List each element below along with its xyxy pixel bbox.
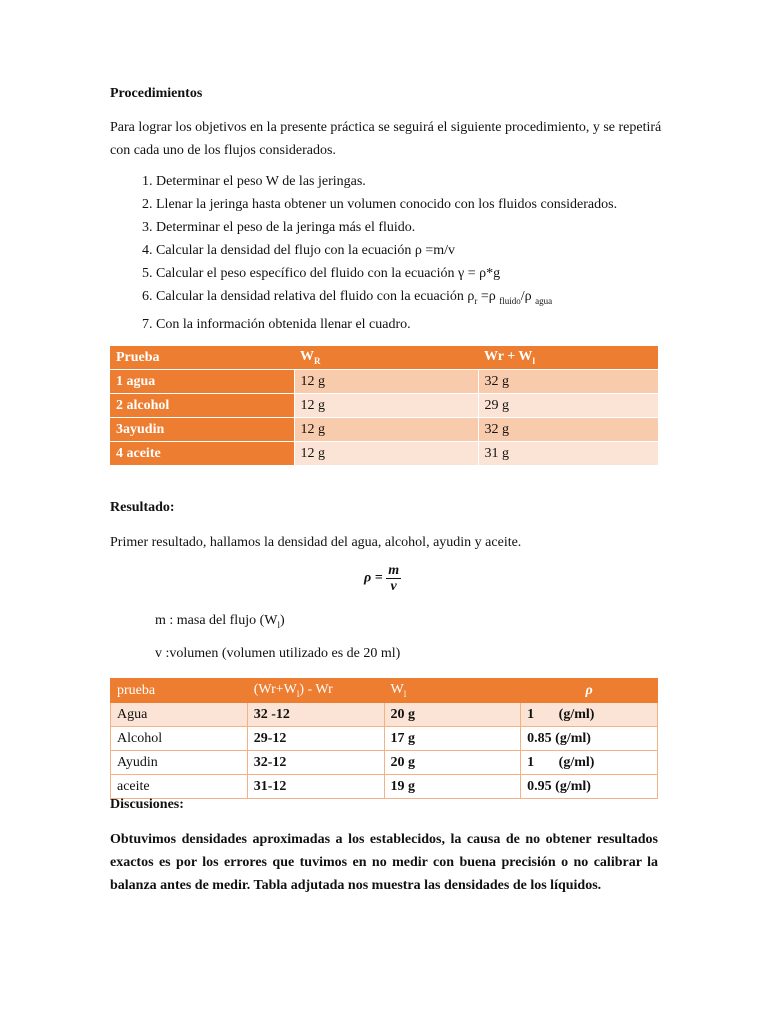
resultado-line: Primer resultado, hallamos la densidad del agua, alcohol, ayudin y aceite. [110, 535, 522, 550]
header-prueba: Prueba [110, 346, 294, 370]
intro-line-2: con cada uno de los flujos considerados. [110, 143, 336, 158]
table-row: aceite 31-12 19 g 0.95 (g/ml) [111, 775, 658, 799]
table-row: 4 aceite 12 g 31 g [110, 442, 658, 466]
step-item: 6. Calcular la densidad relativa del fluido con la ecuación $\rho_r =\rho$ $_{fluido}$/ρ $_{agua}$ [156, 285, 716, 313]
table-header-row [110, 346, 658, 370]
header-rho: ρ [521, 679, 658, 703]
density-formula: ρ = $\frac{m}{v}$ [364, 563, 400, 594]
step-item: 4. Calcular la densidad del flujo con la ecuación ρ =m/v [156, 239, 716, 262]
table-row: 1 agua 12 g 32 g [110, 370, 658, 394]
table-row: Agua 32 -12 20 g 1 (g/ml) [111, 703, 658, 727]
step-item: 7. Con la información obtenida llenar el cuadro. [156, 313, 716, 336]
table-pesos [110, 346, 658, 465]
step-item: 2. Llenar la jeringa hasta obtener un volumen conocido con los fluidos considerados. [156, 193, 716, 216]
discusiones-paragraph [110, 828, 658, 897]
table-header-row [111, 679, 658, 703]
header-masa: $(Wr+W_l) - Wr$ [247, 679, 384, 703]
table-row: 2 alcohol 12 g 29 g [110, 394, 658, 418]
step-item: 5. Calcular el peso específico del fluido con la ecuación γ = ρ*g [156, 262, 716, 285]
discusiones-title: Discusiones: [110, 797, 184, 812]
resultado-title: Resultado: [110, 500, 175, 515]
header-wl: $W_l$ [384, 679, 521, 703]
steps-list [110, 170, 716, 336]
table-densidades [110, 678, 658, 799]
table-row: Ayudin 32-12 20 g 1 (g/ml) [111, 751, 658, 775]
intro-paragraph [110, 116, 670, 162]
table-row: Alcohol 29-12 17 g 0.85 (g/ml) [111, 727, 658, 751]
discusiones-line-1: Obtuvimos densidades aproximadas a los establecidos, la causa de no obtener resultados [110, 832, 658, 847]
procedimientos-title: Procedimientos [110, 86, 203, 101]
header-prueba: prueba [111, 679, 248, 703]
header-wr-wl: $Wr + W_l$ [478, 346, 658, 370]
header-wr: $W_R$ [294, 346, 478, 370]
step-item: 3. Determinar el peso de la jeringa más el fluido. [156, 216, 716, 239]
discusiones-line-3: balanza antes de medir. Tabla adjutada nos muestra las densidades de los líquidos. [110, 878, 602, 893]
m-definition: m : masa del flujo $(W_l)$ [155, 613, 285, 630]
discusiones-line-2: exactos es por los errores que tuvimos en no medir con buena precisión o no calibrar la [110, 855, 658, 870]
intro-line-1: Para lograr los objetivos en la presente práctica se seguirá el siguiente procedimiento, y se repetirá [110, 120, 662, 135]
v-definition: v :volumen (volumen utilizado es de 20 ml) [155, 646, 401, 661]
table-row: 3ayudin 12 g 32 g [110, 418, 658, 442]
step-item: 1. Determinar el peso W de las jeringas. [156, 170, 716, 193]
